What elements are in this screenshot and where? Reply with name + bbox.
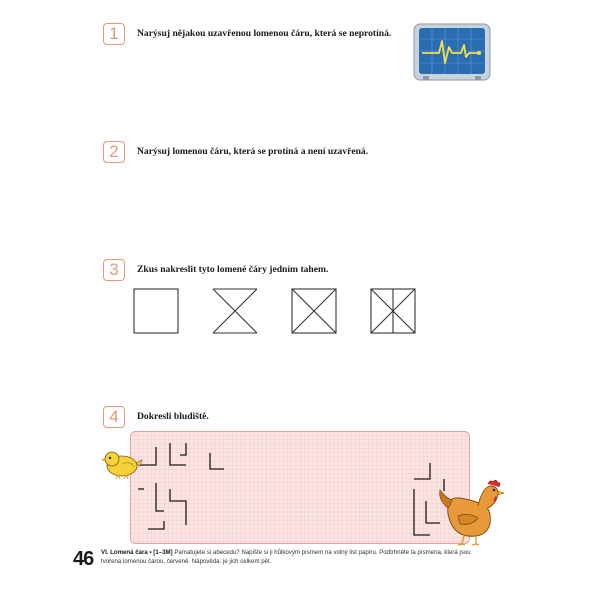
task-3-number: 3 bbox=[103, 259, 125, 281]
crossed-square-cross-figure bbox=[371, 289, 415, 333]
page-number: 46 bbox=[73, 548, 94, 570]
line-figures bbox=[133, 288, 463, 334]
task-1-number: 1 bbox=[103, 23, 125, 45]
task-3-text: Zkus nakreslit tyto lomené čáry jedním tahem. bbox=[137, 264, 329, 275]
footer-note-text: Pamatujete si abecedu? Napište si ji hůlkovým písmem na volný list papíru. Podtrhněte ta písmena, která jsou tvořena lomenou čarou, červeně. Nápověda: je jich celkem pět. bbox=[101, 549, 471, 565]
task-2-number: 2 bbox=[103, 141, 125, 163]
hourglass-figure bbox=[213, 289, 257, 333]
task-4-number: 4 bbox=[103, 406, 125, 428]
chick-icon bbox=[100, 448, 144, 480]
ekg-monitor-icon bbox=[413, 23, 491, 81]
task-4-text: Dokresli bludiště. bbox=[137, 411, 209, 422]
maze-grid bbox=[130, 431, 470, 544]
hen-icon bbox=[438, 478, 504, 546]
task-2-text: Narýsuj lomenou čáru, která se protíná a není uzavřená. bbox=[137, 146, 369, 157]
task-1-text: Narýsuj nějakou uzavřenou lomenou čáru, která se neprotíná. bbox=[137, 28, 392, 39]
footer-code: [1–3M] bbox=[153, 549, 173, 556]
footer-note: VI. Lomená čára • [1–3M] Pamatujete si abecedu? Napište si ji hůlkovým písmem na volný list papíru. Podtrhněte ta písmena, která jsou tvořena lomenou čarou, červeně. Nápověda: je jich celkem pět. bbox=[101, 549, 471, 565]
square-figure bbox=[134, 289, 178, 333]
crossed-square-figure bbox=[292, 289, 336, 333]
footer-chapter: VI. Lomená čára bbox=[101, 549, 148, 556]
